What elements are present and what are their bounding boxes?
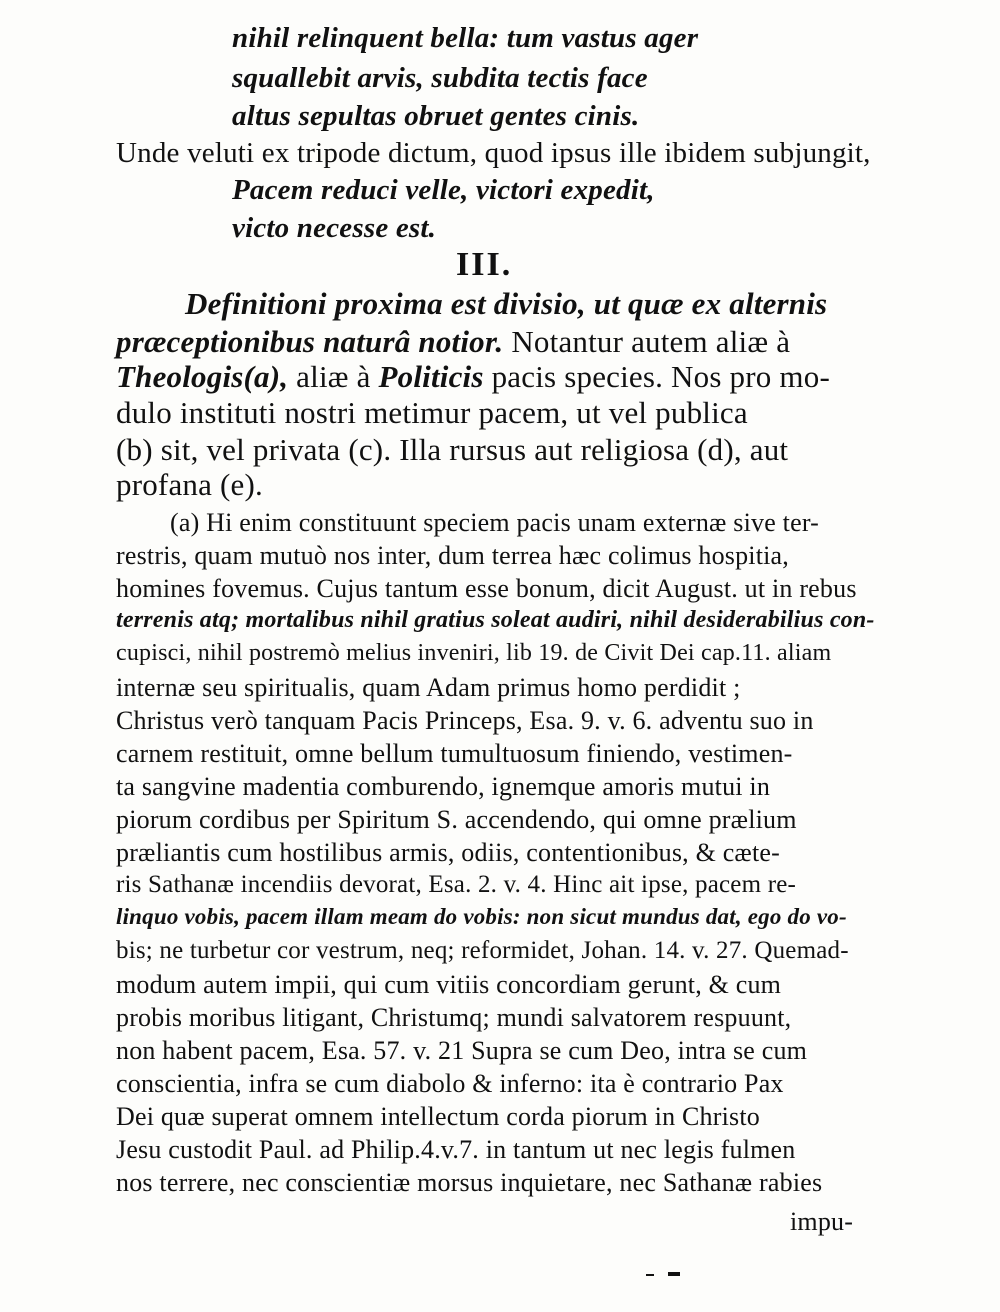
section-number: III. (456, 246, 513, 283)
main-line-5: (b) sit, vel privata (c). Illa rursus aut religiosa (d), aut (116, 432, 789, 467)
main-line-6: profana (e). (116, 467, 263, 502)
note-line-2: restris, quam mutuò nos inter, dum terrea hæc colimus hospitia, (116, 541, 789, 570)
note-line-16: probis moribus litigant, Christumq; mundi salvatorem respuunt, (116, 1003, 792, 1032)
main-line-2-roman: Notantur autem aliæ à (503, 324, 791, 359)
note-line-11: præliantis cum hostilibus armis, odiis, contentionibus, & cæte- (116, 838, 780, 867)
note-line-7: Christus verò tanquam Pacis Princeps, Esa. 9. v. 6. adventu suo in (116, 706, 814, 735)
note-line-10: piorum cordibus per Spiritum S. accendendo, qui omne prælium (116, 805, 797, 834)
note-line-18: conscientia, infra se cum diabolo & inferno: ita è contrario Pax (116, 1069, 784, 1098)
ink-mark (668, 1272, 680, 1276)
note-line-9: ta sangvine madentia comburendo, ignemque amoris mutui in (116, 772, 771, 801)
verse2-line-1: Pacem reduci velle, victori expedit, (232, 174, 655, 206)
main-line-3 (116, 359, 830, 395)
note-line-1: (a) Hi enim constituunt speciem pacis unam externæ sive ter- (170, 508, 820, 537)
verse-line-1: nihil relinquent bella: tum vastus ager (232, 22, 699, 54)
main-line-3-italic: Theologis(a), (116, 359, 289, 394)
ink-mark-small (646, 1274, 654, 1276)
main-line-1 (185, 286, 827, 322)
main-line-1-italic: Definitioni proxima est divisio, ut quæ ex alternis (185, 286, 828, 321)
main-line-3-roman-b: pacis species. Nos pro mo- (483, 359, 830, 394)
note-line-20: Jesu custodit Paul. ad Philip.4.v.7. in tantum ut nec legis fulmen (116, 1135, 796, 1164)
note-line-19: Dei quæ superat omnem intellectum corda piorum in Christo (116, 1102, 760, 1131)
catchword: impu- (790, 1207, 854, 1236)
main-line-3-roman: aliæ à (288, 359, 379, 394)
main-line-4: dulo instituti nostri metimur pacem, ut vel publica (116, 395, 748, 430)
note-line-3: homines fovemus. Cujus tantum esse bonum, dicit August. ut in rebus (116, 574, 857, 603)
main-line-2 (116, 324, 790, 360)
note-line-4: terrenis atq; mortalibus nihil gratius soleat audiri, nihil desiderabilius con- (116, 607, 875, 633)
main-line-3-italic-b: Politicis (378, 359, 484, 394)
note-line-14: bis; ne turbetur cor vestrum, neq; reformidet, Johan. 14. v. 27. Quemad- (116, 937, 849, 964)
note-line-12: ris Sathanæ incendiis devorat, Esa. 2. v. 4. Hinc ait ipse, pacem re- (116, 871, 797, 898)
note-line-13: linquo vobis, pacem illam meam do vobis: non sicut mundus dat, ego do vo- (116, 904, 847, 929)
verse2-line-2: victo necesse est. (232, 212, 437, 244)
verse-line-3: altus sepultas obruet gentes cinis. (232, 100, 640, 132)
main-line-2-italic: præceptionibus naturâ notior. (116, 324, 504, 359)
intro-line: Unde veluti ex tripode dictum, quod ipsus ille ibidem subjungit, (116, 137, 871, 169)
note-line-6: internæ seu spiritualis, quam Adam primus homo perdidit ; (116, 673, 741, 702)
verse-line-2: squallebit arvis, subdita tectis face (232, 62, 648, 94)
note-line-21: nos terrere, nec conscientiæ morsus inquietare, nec Sathanæ rabies (116, 1168, 823, 1197)
note-line-8: carnem restituit, omne bellum tumultuosum finiendo, vestimen- (116, 739, 793, 768)
note-line-5: cupisci, nihil postremò melius inveniri, lib 19. de Civit Dei cap.11. aliam (116, 640, 832, 666)
note-line-17: non habent pacem, Esa. 57. v. 21 Supra se cum Deo, intra se cum (116, 1036, 808, 1065)
note-line-15: modum autem impii, qui cum vitiis concordiam gerunt, & cum (116, 970, 782, 999)
